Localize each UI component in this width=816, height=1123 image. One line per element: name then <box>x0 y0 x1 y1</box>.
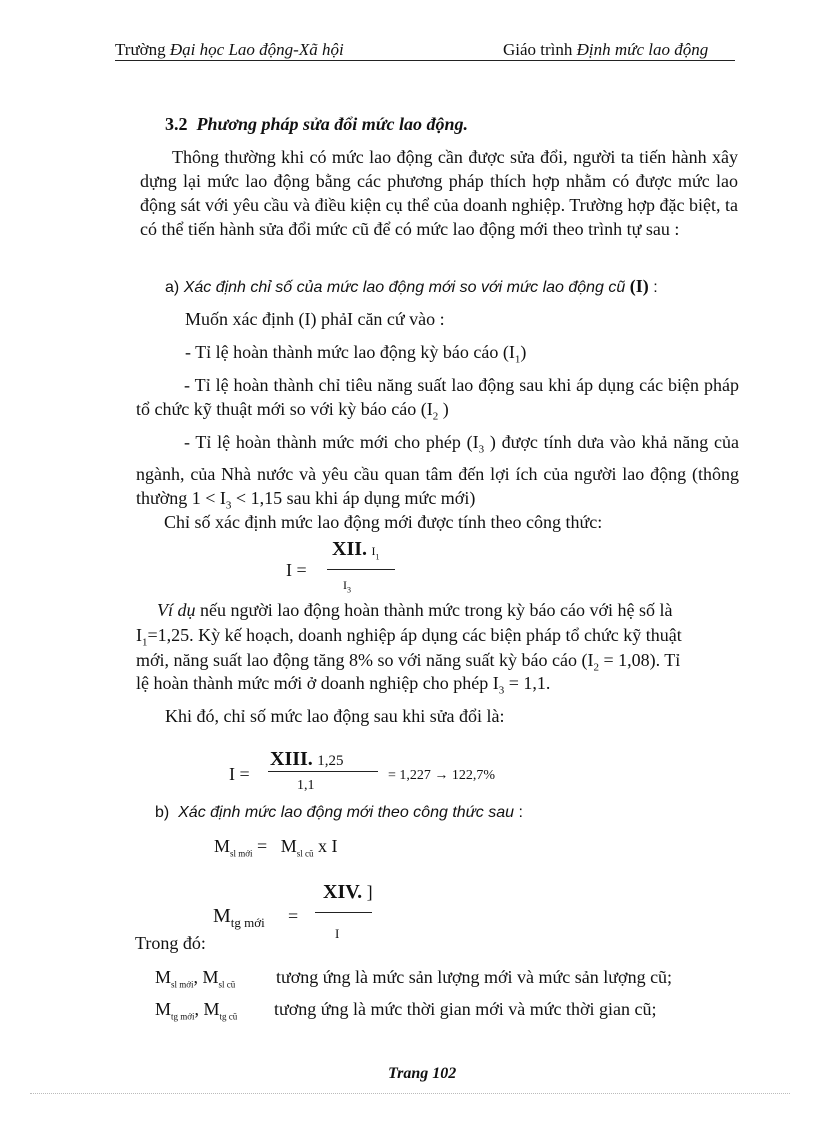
formula-1-den-var: I <box>343 578 347 592</box>
where-label: Trong đó: <box>135 933 206 953</box>
bullet-1-text: - Tỉ lệ hoàn thành mức lao động kỳ báo cáo (I <box>185 342 515 362</box>
running-header-left <box>115 40 344 60</box>
header-left-italic: Đại học Lao động-Xã hội <box>169 40 344 59</box>
formula-3-lhs-var: M <box>214 836 231 856</box>
bullet-3-text-b: ) được tính dưa vào khả năng của ngành, của Nhà nước và yêu cầu quan tâm đến lợi ích của người lao động (thông thường 1 < I <box>136 432 739 508</box>
definition-2 <box>155 999 237 1022</box>
example-line-1 <box>157 600 672 621</box>
bullet-3 <box>136 430 739 517</box>
formula-2-denominator: 1,1 <box>297 778 315 793</box>
item-a-marker: a) <box>165 279 180 296</box>
item-a-text: Xác định chỉ số của mức lao động mới so với mức lao động cũ <box>183 279 626 296</box>
def-2-sep: , M <box>194 999 220 1019</box>
bullet-3-text-c: < 1,15 sau khi áp dụng mức mới) <box>231 487 476 508</box>
formula-1-roman: XII. <box>332 538 368 560</box>
formula-1-lhs: I = <box>286 560 307 580</box>
formula-4-fraction-bar <box>315 912 372 913</box>
item-a <box>165 276 658 297</box>
formula-3-eq: = <box>252 836 268 856</box>
item-b-marker: b) <box>155 804 170 821</box>
formula-1-num-sub: 1 <box>375 552 380 562</box>
formula-4-roman: XIV. <box>323 881 363 903</box>
formula-1-den-sub: 3 <box>347 585 351 595</box>
bullet-3-text-a: - Tỉ lệ hoàn thành mức mới cho phép (I <box>184 432 479 452</box>
def-1-sep: , M <box>193 967 219 987</box>
bullet-2-text: - Tỉ lệ hoàn thành chỉ tiêu năng suất lao động sau khi áp dụng các biện pháp tổ chức kỹ thuật mới so với kỳ báo cáo (I <box>136 375 739 419</box>
formula-4-num-tail: ] <box>366 882 373 902</box>
formula-4-denominator: I <box>335 926 340 941</box>
bullet-3-sub-b: 3 <box>225 499 232 512</box>
intro-paragraph: Thông thường khi có mức lao động cần được sửa đổi, người ta tiến hành xây dựng lại mức lao động bằng các phương pháp thích hợp nhằm có được mức lao động sát với yêu cầu và điều kiện cụ thể của doanh nghiệp. Trường hợp đặc biệt, ta có thể tiến hành sửa đổi mức cũ để có mức lao động mới theo trình tự sau : <box>140 147 738 239</box>
example-p1: nếu người lao động hoàn thành mức trong kỳ báo cáo với hệ số là <box>195 600 673 620</box>
bullet-2-sub: 2 <box>432 410 439 423</box>
formula-2-fraction-bar <box>268 771 378 772</box>
formula-2-roman: XIII. <box>270 748 313 770</box>
formula-3-lhs-sub: sl mới <box>230 848 253 859</box>
item-a-symbol: (I) <box>629 276 649 296</box>
example-line-3 <box>136 650 680 674</box>
item-b-tail: : <box>514 804 523 821</box>
formula-3-rhs-tail: x I <box>313 836 338 856</box>
item-b-text: Xác định mức lao động mới theo công thức sau <box>178 804 515 821</box>
formula-4-lhs-var: M <box>213 905 231 927</box>
item-a-tail: : <box>648 279 658 296</box>
formula-4-eq: = <box>288 906 299 926</box>
formula-3 <box>214 836 337 859</box>
formula-intro: Chỉ số xác định mức lao động mới được tính theo công thức: <box>164 512 603 532</box>
formula-4-lhs-sub: tg mới <box>230 915 265 930</box>
section-heading <box>165 114 468 135</box>
example-line-4 <box>136 673 550 697</box>
header-right-plain: Giáo trình <box>503 40 577 59</box>
item-b <box>155 804 523 822</box>
definition-1-desc: tương ứng là mức sản lượng mới và mức sản lượng cũ; <box>276 967 673 987</box>
formula-1-fraction-bar <box>327 569 395 570</box>
page-number: Trang 102 <box>388 1065 457 1082</box>
basis-line: Muốn xác định (I) phảI căn cứ vào : <box>185 309 445 329</box>
result-intro: Khi đó, chỉ số mức lao động sau khi sửa đổi là: <box>165 706 505 726</box>
example-p2a: I <box>136 625 142 645</box>
formula-3-rhs-sub: sl cũ <box>296 848 314 859</box>
definition-1 <box>155 967 235 990</box>
example-line-2 <box>136 625 682 649</box>
formula-2-numerator <box>270 748 344 771</box>
formula-4-lhs <box>213 905 265 931</box>
footer-dotted-rule <box>30 1093 790 1094</box>
example-p3a: mới, năng suất lao động tăng 8% so với năng suất kỳ báo cáo (I <box>136 650 594 670</box>
formula-1-denominator <box>343 578 351 594</box>
example-p4a: lệ hoàn thành mức mới ở doanh nghiệp cho phép I <box>136 673 499 693</box>
formula-2-lhs: I = <box>229 764 250 784</box>
bullet-2 <box>136 373 739 429</box>
bullet-2-end: ) <box>438 399 449 419</box>
def-2-b-sub: tg cũ <box>219 1011 238 1022</box>
def-2-a-sub: tg mới <box>171 1011 195 1022</box>
header-rule <box>115 60 735 61</box>
header-right-italic: Định mức lao động <box>576 40 709 59</box>
def-1-a: M <box>155 967 172 987</box>
example-p3sub: 2 <box>593 661 599 674</box>
def-1-b-sub: sl cũ <box>218 979 236 990</box>
bullet-1 <box>185 342 526 366</box>
formula-3-rhs-var: M <box>280 836 297 856</box>
def-2-a: M <box>155 999 172 1019</box>
example-label: Ví dụ <box>157 600 196 620</box>
example-p2sub: 1 <box>142 636 148 649</box>
example-p3b: = 1,08). Tỉ <box>598 650 681 670</box>
bullet-1-sub: 1 <box>514 353 521 366</box>
formula-1-num-var: I <box>371 544 376 558</box>
bullet-3-sub-a: 3 <box>478 443 485 456</box>
bullet-1-end: ) <box>520 342 527 362</box>
formula-2-num-value: 1,25 <box>317 753 344 769</box>
formula-1-numerator <box>332 538 380 562</box>
def-1-a-sub: sl mới <box>171 979 194 990</box>
formula-2-result: = 1,227 → 122,7% <box>388 768 496 783</box>
example-p4b: = 1,1. <box>504 673 551 693</box>
section-title: Phương pháp sửa đổi mức lao động. <box>196 114 469 134</box>
example-p4sub: 3 <box>498 684 505 697</box>
example-p2b: =1,25. Kỳ kế hoạch, doanh nghiệp áp dụng các biện pháp tổ chức kỹ thuật <box>147 625 682 645</box>
header-left-plain: Trường <box>115 40 170 59</box>
definition-2-desc: tương ứng là mức thời gian mới và mức thời gian cũ; <box>274 999 657 1019</box>
formula-4-numerator <box>323 881 373 904</box>
running-header-right <box>503 40 708 60</box>
section-number: 3.2 <box>165 114 188 134</box>
